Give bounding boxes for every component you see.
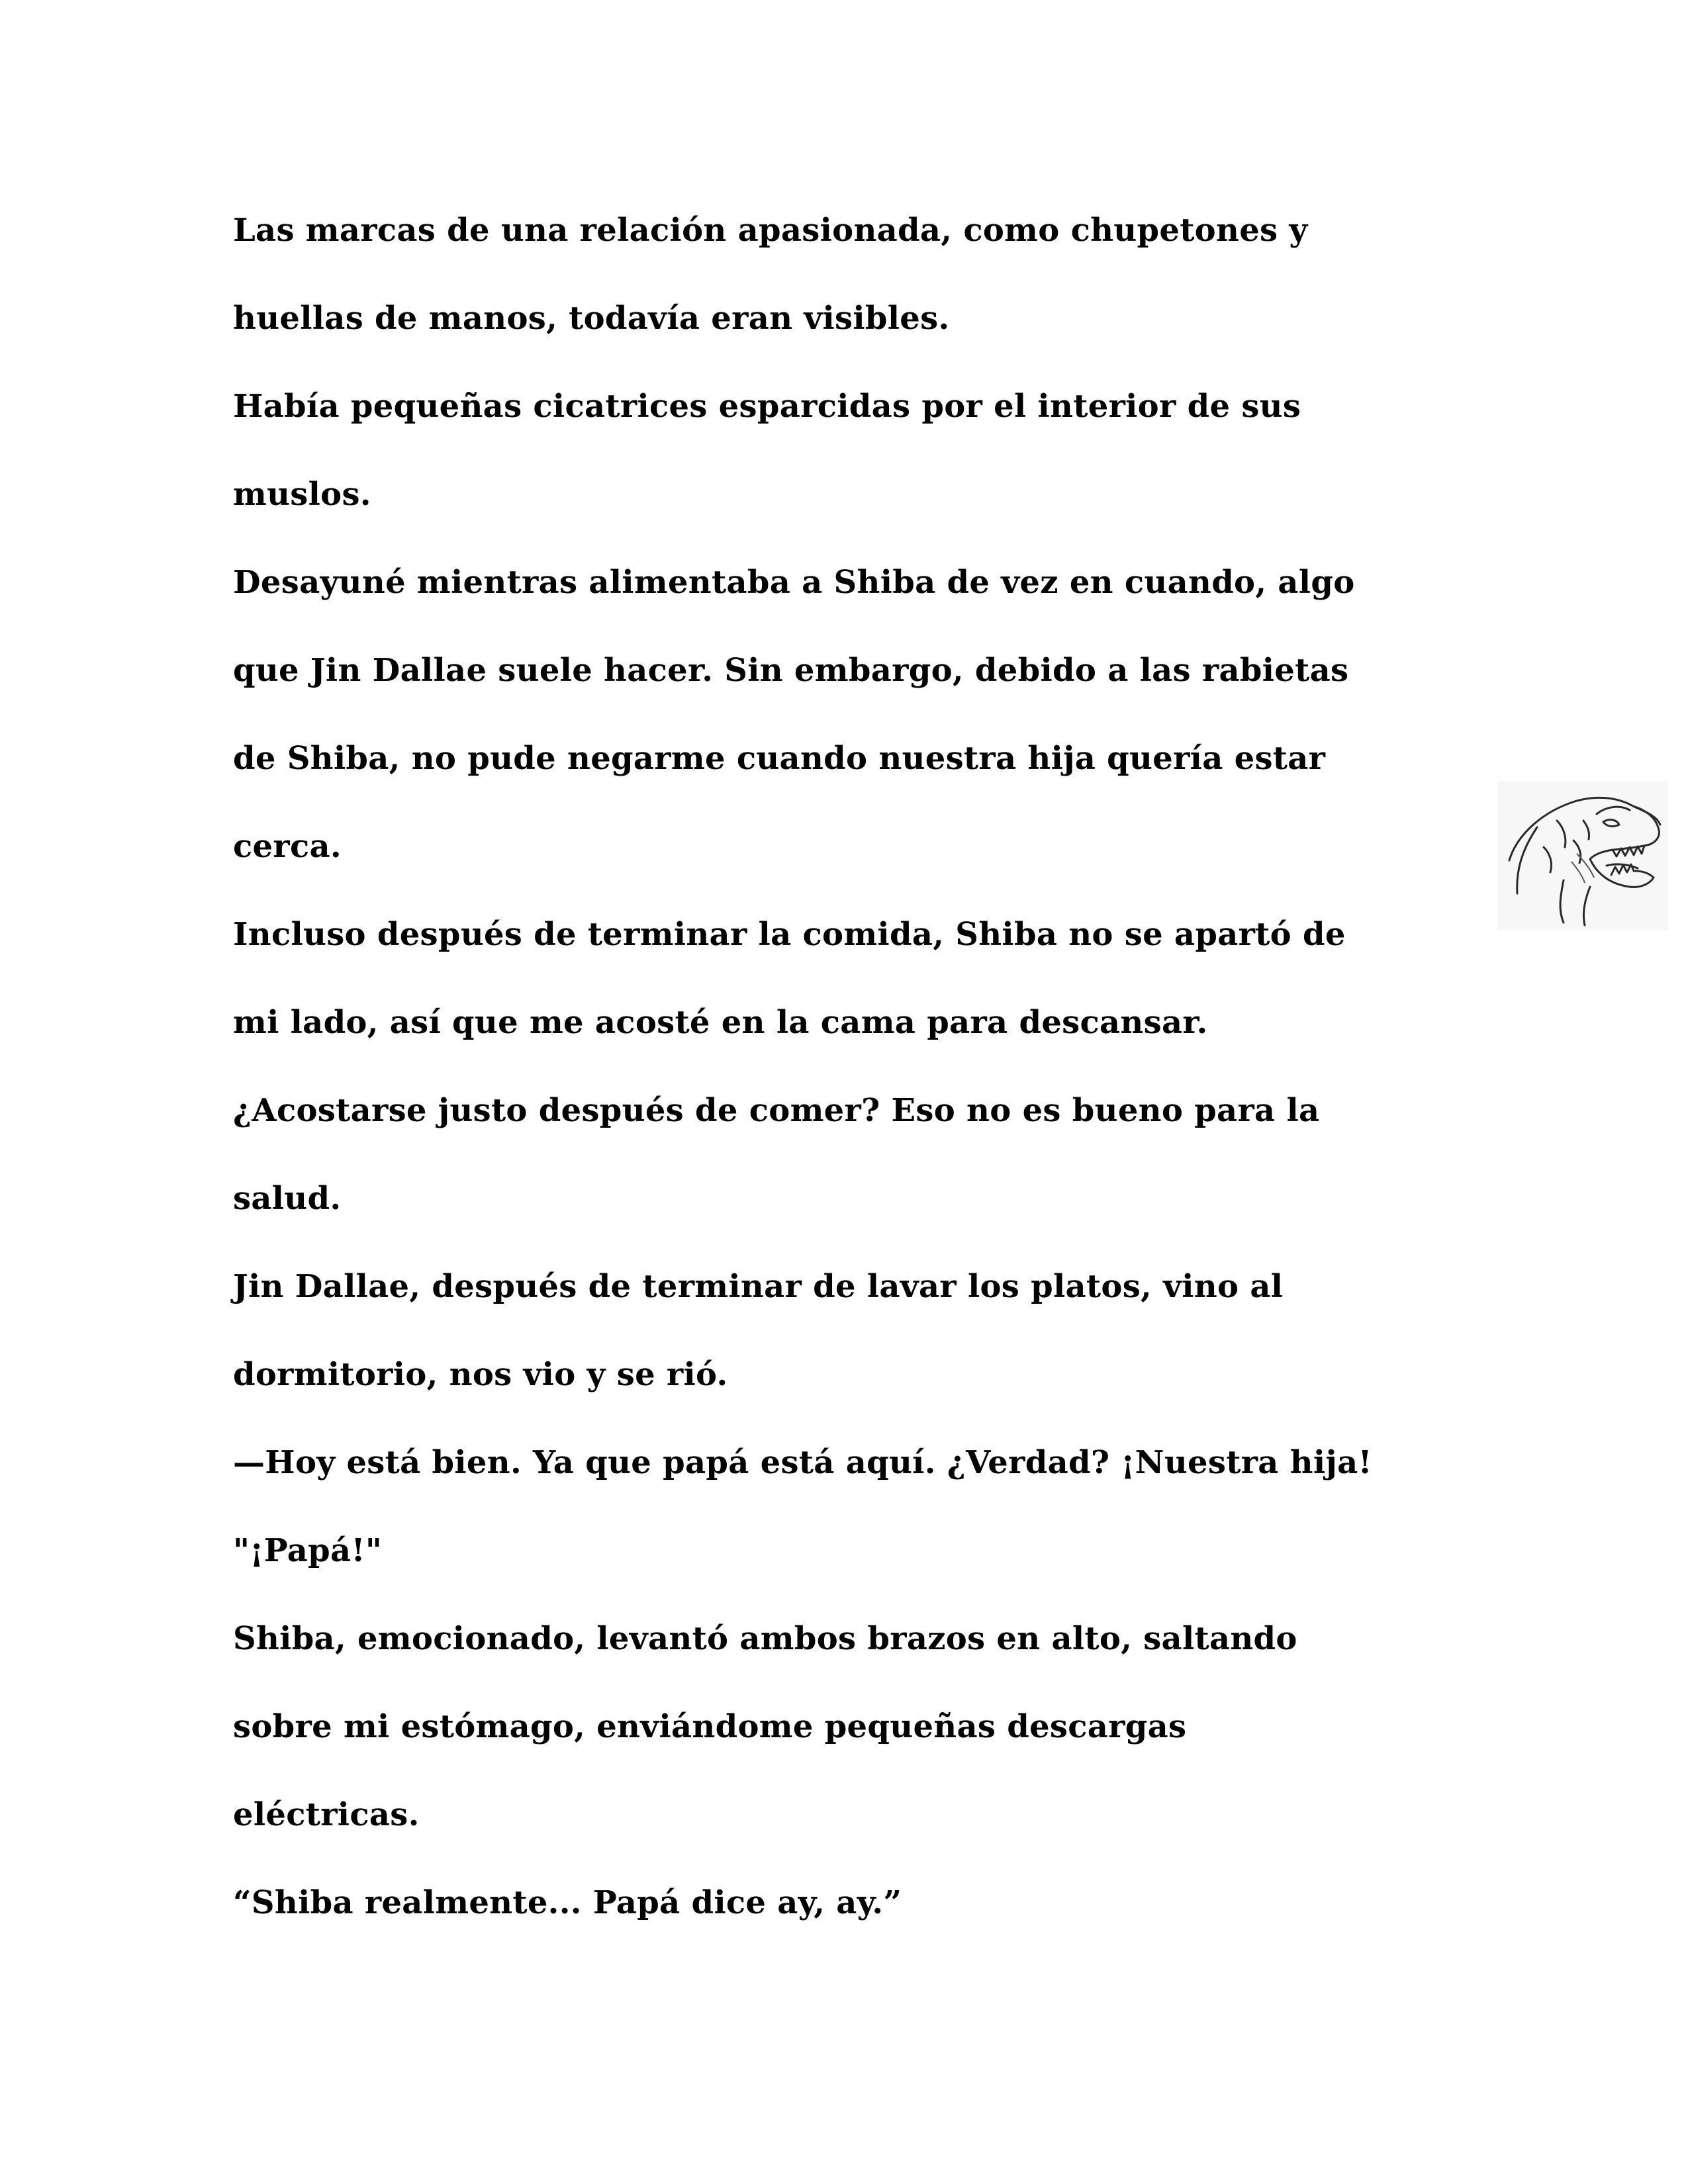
text-line: Incluso después de terminar la comida, Shiba no se apartó de: [233, 916, 1346, 953]
text-line: de Shiba, no pude negarme cuando nuestra hija quería estar: [233, 740, 1326, 777]
text-line: ¿Acostarse justo después de comer? Eso no es bueno para la: [233, 1092, 1320, 1129]
text-line: sobre mi estómago, enviándome pequeñas descargas: [233, 1708, 1187, 1745]
text-line: cerca.: [233, 828, 342, 865]
text-line: huellas de manos, todavía eran visibles.: [233, 300, 950, 337]
text-line: Las marcas de una relación apasionada, como chupetones y: [233, 212, 1308, 249]
text-line: “Shiba realmente... Papá dice ay, ay.”: [233, 1884, 902, 1921]
text-line: dormitorio, nos vio y se rió.: [233, 1356, 728, 1393]
text-line: —Hoy está bien. Ya que papá está aquí. ¿Verdad? ¡Nuestra hija!: [233, 1444, 1372, 1481]
text-line: eléctricas.: [233, 1796, 420, 1833]
text-line: Había pequeñas cicatrices esparcidas por el interior de sus: [233, 388, 1301, 425]
text-line: salud.: [233, 1180, 342, 1217]
text-line: mi lado, así que me acosté en la cama para descansar.: [233, 1004, 1208, 1041]
text-line: Desayuné mientras alimentaba a Shiba de vez en cuando, algo: [233, 564, 1355, 601]
body-text: [233, 187, 1491, 1947]
text-line: Jin Dallae, después de terminar de lavar los platos, vino al: [233, 1268, 1284, 1305]
text-line: "¡Papá!": [233, 1532, 383, 1569]
text-line: muslos.: [233, 476, 371, 513]
text-line: que Jin Dallae suele hacer. Sin embargo, debido a las rabietas: [233, 652, 1349, 689]
text-line: Shiba, emocionado, levantó ambos brazos en alto, saltando: [233, 1620, 1297, 1657]
dinosaur-head-icon: [1497, 781, 1668, 931]
